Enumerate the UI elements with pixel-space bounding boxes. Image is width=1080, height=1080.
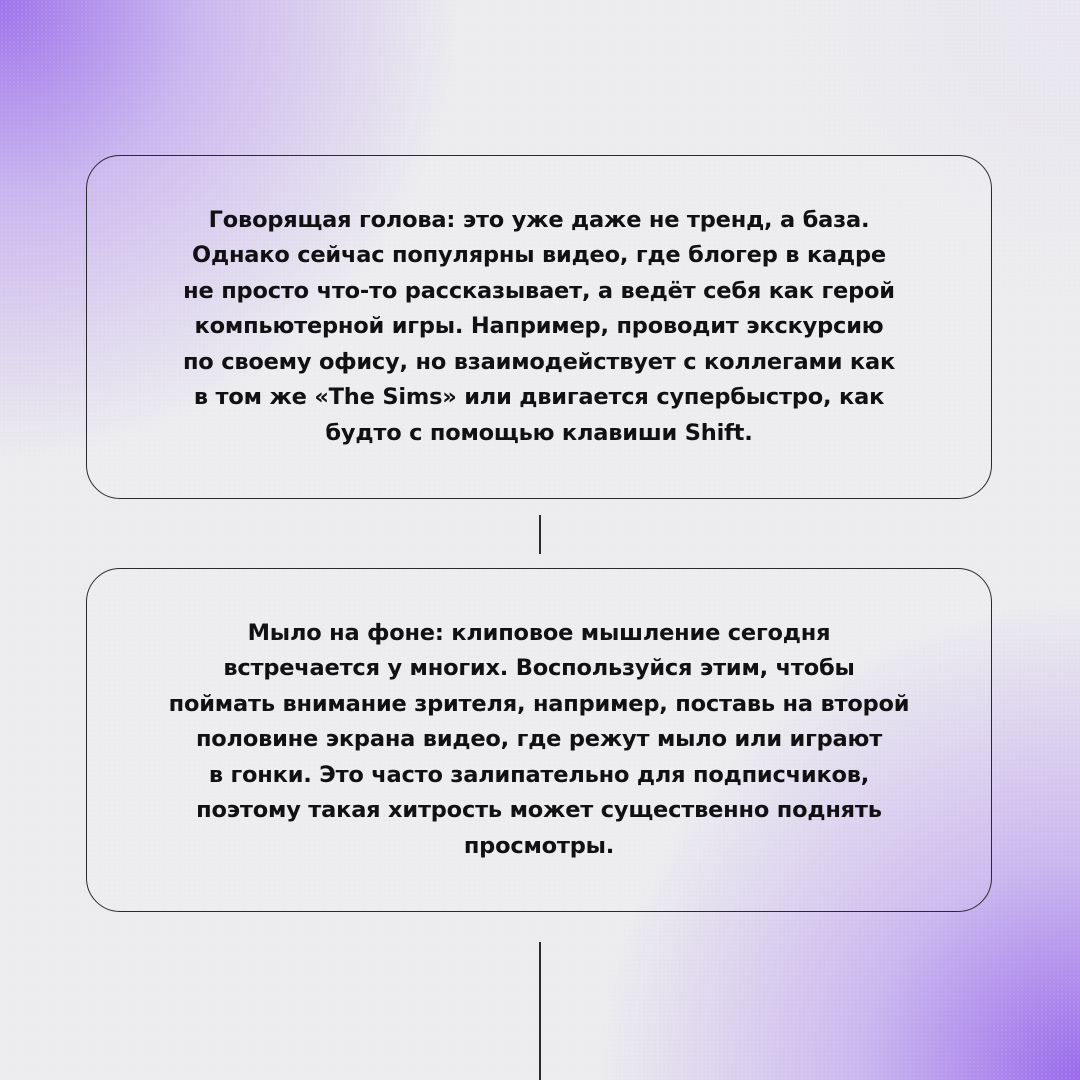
text-line: в гонки. Это часто залипательно для подписчиков, <box>208 761 870 788</box>
text-line: не просто что-то рассказывает, а ведёт себя как герой <box>183 277 895 304</box>
text-line: половине экрана видео, где режут мыло или играют <box>195 726 883 753</box>
tip-text <box>169 616 910 865</box>
text-line: будто с помощью клавиши Shift. <box>325 419 753 446</box>
tip-text <box>183 203 895 452</box>
text-line: Мыло на фоне: клиповое мышление сегодня <box>247 619 831 646</box>
text-line: в том же «The Sims» или двигается супербыстро, как <box>193 384 885 411</box>
connector-line <box>539 515 541 554</box>
text-line: Говорящая голова: это уже даже не тренд, а база. <box>208 206 870 233</box>
text-line: Однако сейчас популярны видео, где блогер в кадре <box>192 242 886 269</box>
connector-line <box>539 942 541 1080</box>
text-line: просмотры. <box>463 832 615 859</box>
text-line: компьютерной игры. Например, проводит экскурсию <box>194 313 884 340</box>
tip-card-talking-head <box>86 155 992 499</box>
text-line: по своему офису, но взаимодействует с коллегами как <box>182 348 896 375</box>
text-line: встречается у многих. Воспользуйся этим, чтобы <box>223 655 855 682</box>
text-line: поэтому такая хитрость может существенно поднять <box>196 797 882 824</box>
text-line: поймать внимание зрителя, например, поставь на второй <box>168 690 910 717</box>
tip-card-soap-background <box>86 568 992 912</box>
